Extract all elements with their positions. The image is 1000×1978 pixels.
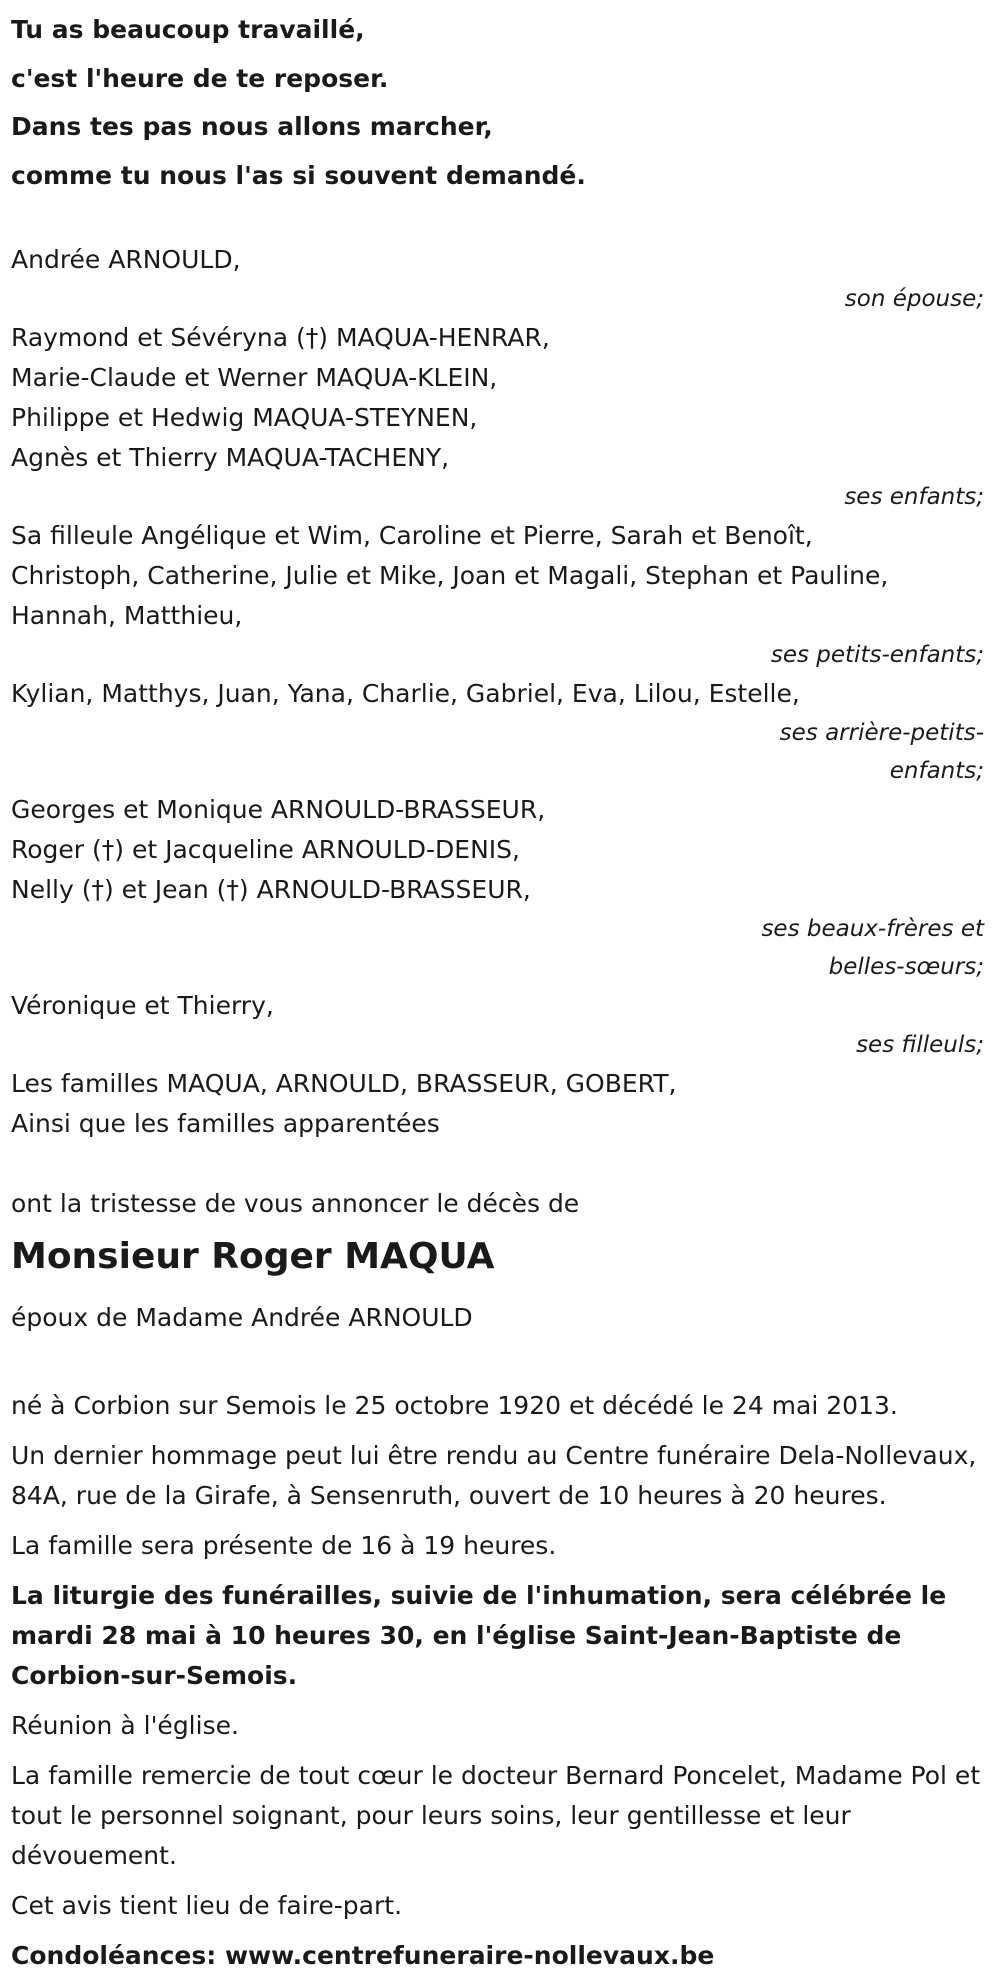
family-line: Roger (†) et Jacqueline ARNOULD-DENIS,	[11, 835, 520, 864]
relation-label: belles-sœurs;	[828, 954, 984, 980]
homage-info: Un dernier hommage peut lui être rendu au Centre funéraire Dela-Nollevaux, 84A, rue de la Girafe, à Sensenruth, ouvert de 10 heures à 20 heures.	[11, 1441, 977, 1510]
relation-label: ses enfants;	[844, 484, 984, 510]
family-line: Philippe et Hedwig MAQUA-STEYNEN,	[11, 403, 478, 432]
family-extended	[11, 1064, 984, 1144]
family-spouse	[11, 240, 984, 318]
family-line: Marie-Claude et Werner MAQUA-KLEIN,	[11, 363, 498, 392]
poem-line: c'est l'heure de te reposer.	[11, 63, 389, 93]
condolences-link[interactable]: Condoléances: www.centrefuneraire-nollevaux.be	[11, 1941, 715, 1970]
relation-label: ses filleuls;	[856, 1032, 984, 1058]
relation-label: ses arrière-petits-	[779, 720, 984, 746]
poem	[11, 0, 984, 200]
family-line: Christoph, Catherine, Julie et Mike, Joan et Magali, Stephan et Pauline,	[11, 561, 889, 590]
family-line: Nelly (†) et Jean (†) ARNOULD-BRASSEUR,	[11, 875, 531, 904]
poem-line: comme tu nous l'as si souvent demandé.	[11, 160, 586, 190]
relation-label: son épouse;	[844, 286, 984, 312]
notice-text: Cet avis tient lieu de faire-part.	[11, 1891, 403, 1920]
family-line: Véronique et Thierry,	[11, 991, 274, 1020]
liturgy-info: La liturgie des funérailles, suivie de l'inhumation, sera célébrée le mardi 28 mai à 10 heures 30, en l'église Saint-Jean-Baptiste de Corbion-sur-Semois.	[11, 1581, 947, 1690]
meeting-info: Réunion à l'église.	[11, 1711, 239, 1740]
relation-label: ses beaux-frères et	[761, 916, 984, 942]
family-line: Kylian, Matthys, Juan, Yana, Charlie, Gabriel, Eva, Lilou, Estelle,	[11, 679, 800, 708]
poem-line: Dans tes pas nous allons marcher,	[11, 112, 493, 141]
family-children	[11, 318, 984, 516]
family-in-laws	[11, 790, 984, 986]
family-godchildren	[11, 986, 984, 1064]
family-presence: La famille sera présente de 16 à 19 heures.	[11, 1531, 557, 1560]
family-line: Raymond et Sévéryna (†) MAQUA-HENRAR,	[11, 323, 550, 352]
family-line: Ainsi que les familles apparentées	[11, 1109, 440, 1138]
birth-death-dates: né à Corbion sur Semois le 25 octobre 1920 et décédé le 24 mai 2013.	[11, 1391, 898, 1420]
poem-line: Tu as beaucoup travaillé,	[11, 15, 365, 44]
spouse-of: époux de Madame Andrée ARNOULD	[11, 1303, 473, 1332]
family-line: Andrée ARNOULD,	[11, 245, 241, 274]
relation-label: enfants;	[889, 758, 984, 784]
family-line: Agnès et Thierry MAQUA-TACHENY,	[11, 443, 450, 472]
family-line: Hannah, Matthieu,	[11, 601, 243, 630]
thanks-paragraph: La famille remercie de tout cœur le docteur Bernard Poncelet, Madame Pol et tout le personnel soignant, pour leurs soins, leur gentillesse et leur dévouement.	[11, 1761, 981, 1870]
family-grandchildren	[11, 516, 984, 674]
family-line: Sa filleule Angélique et Wim, Caroline et Pierre, Sarah et Benoît,	[11, 521, 813, 550]
family-line: Georges et Monique ARNOULD-BRASSEUR,	[11, 795, 546, 824]
family-great-grandchildren	[11, 674, 984, 790]
family-line: Les familles MAQUA, ARNOULD, BRASSEUR, GOBERT,	[11, 1069, 677, 1098]
deceased-name: Monsieur Roger MAQUA	[11, 1236, 495, 1277]
relation-label: ses petits-enfants;	[770, 642, 984, 668]
announcement: ont la tristesse de vous annoncer le décès de	[11, 1189, 580, 1218]
